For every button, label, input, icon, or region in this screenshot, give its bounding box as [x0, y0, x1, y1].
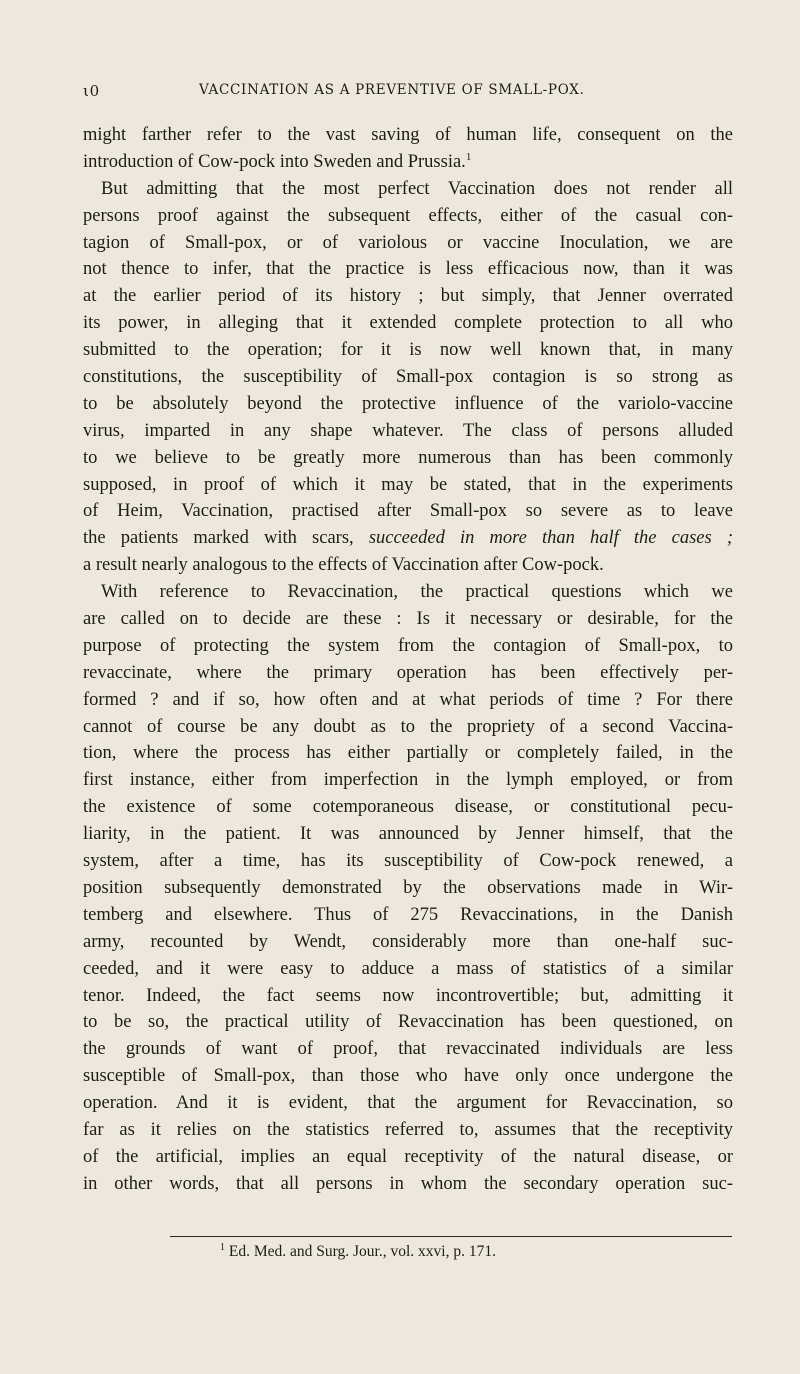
- text-line: [83, 525, 733, 552]
- text-line: [83, 256, 733, 283]
- body-text: [83, 122, 733, 1198]
- text-line: [83, 391, 733, 418]
- text-line: [83, 418, 733, 445]
- text-line: [83, 767, 733, 794]
- text-line: [83, 633, 733, 660]
- text-line: [83, 498, 733, 525]
- text-line: [83, 821, 733, 848]
- line-text: cannot of course be any doubt as to the propriety of a second Vaccina-: [83, 716, 733, 737]
- line-text: But admitting that the most perfect Vaccination does not render all: [101, 178, 733, 199]
- line-text: introduction of Cow-pock into Sweden and Prussia.: [83, 151, 466, 172]
- line-text: are called on to decide are these : Is it necessary or desirable, for the: [83, 609, 733, 630]
- line-text: virus, imparted in any shape whatever. The class of persons alluded: [83, 420, 733, 441]
- text-line: [83, 983, 733, 1010]
- text-line: [83, 1009, 733, 1036]
- line-text: the patients marked with scars,: [83, 528, 354, 549]
- text-line: [83, 1117, 733, 1144]
- text-line: [83, 283, 733, 310]
- line-text: first instance, either from imperfection in the lymph employed, or from: [83, 770, 733, 791]
- text-line: [83, 579, 733, 606]
- text-line: [83, 875, 733, 902]
- text-line: [83, 472, 733, 499]
- line-text: to be so, the practical utility of Revaccination has been questioned, on: [83, 1012, 733, 1033]
- text-line: [83, 848, 733, 875]
- footnote-rule: [170, 1236, 732, 1237]
- line-text: in other words, that all persons in whom the secondary operation suc-: [83, 1173, 733, 1194]
- line-text: the existence of some cotemporaneous disease, or constitutional pecu-: [83, 797, 733, 818]
- page-header: [83, 82, 733, 106]
- line-text: formed ? and if so, how often and at what periods of time ? For there: [83, 689, 733, 710]
- line-text: supposed, in proof of which it may be stated, that in the experiments: [83, 474, 733, 495]
- text-line: [83, 445, 733, 472]
- line-text: of Heim, Vaccination, practised after Small-pox so severe as to leave: [83, 501, 733, 522]
- text-line: [83, 902, 733, 929]
- text-line: [83, 794, 733, 821]
- text-line: [83, 310, 733, 337]
- text-line: [83, 230, 733, 257]
- line-text: a result nearly analogous to the effects of Vaccination after Cow-pock.: [83, 555, 604, 576]
- text-line: [83, 956, 733, 983]
- line-text: position subsequently demonstrated by the observations made in Wir-: [83, 877, 733, 898]
- footnote: [220, 1243, 740, 1261]
- line-text: far as it relies on the statistics referred to, assumes that the receptivity: [83, 1119, 733, 1140]
- text-line: [83, 1144, 733, 1171]
- line-text: might farther refer to the vast saving of human life, consequent on the: [83, 125, 733, 145]
- line-text: submitted to the operation; for it is now well known that, in many: [83, 340, 733, 361]
- line-text: persons proof against the subsequent effects, either of the casual con-: [83, 205, 733, 226]
- line-text: With reference to Revaccination, the practical questions which we: [101, 582, 733, 603]
- page-number: ι0: [83, 82, 100, 100]
- line-text: to be absolutely beyond the protective influence of the variolo-vaccine: [83, 393, 733, 414]
- line-text: ceeded, and it were easy to adduce a mass of statistics of a similar: [83, 958, 733, 979]
- line-text: system, after a time, has its susceptibility of Cow-pock renewed, a: [83, 851, 733, 872]
- italic-text: succeeded in more than half the cases ;: [368, 528, 734, 549]
- text-line: [83, 149, 733, 176]
- text-line: [83, 740, 733, 767]
- line-text: tenor. Indeed, the fact seems now incontrovertible; but, admitting it: [83, 985, 733, 1006]
- line-text: army, recounted by Wendt, considerably more than one-half suc-: [83, 931, 733, 952]
- line-text: susceptible of Small-pox, than those who have only once undergone the: [83, 1066, 733, 1087]
- line-text: purpose of protecting the system from the contagion of Small-pox, to: [83, 635, 733, 656]
- text-line: [83, 929, 733, 956]
- footnote-reference: 1: [465, 150, 472, 163]
- text-line: [83, 1036, 733, 1063]
- text-line: [83, 552, 733, 579]
- footnote-marker: 1: [220, 1241, 225, 1253]
- line-text: to we believe to be greatly more numerous than has been commonly: [83, 447, 733, 468]
- text-line: [83, 176, 733, 203]
- line-text: tagion of Small-pox, or of variolous or vaccine Inoculation, we are: [83, 232, 733, 253]
- text-line: [83, 122, 733, 149]
- line-text: revaccinate, where the primary operation has been effectively per-: [83, 662, 733, 683]
- line-text: operation. And it is evident, that the argument for Revaccination, so: [83, 1093, 733, 1114]
- line-text: of the artificial, implies an equal receptivity of the natural disease, or: [83, 1146, 733, 1167]
- line-text: not thence to infer, that the practice is less efficacious now, than it was: [83, 259, 733, 280]
- line-text: tion, where the process has either partially or completely failed, in the: [83, 743, 733, 764]
- line-text: at the earlier period of its history ; but simply, that Jenner overrated: [83, 286, 733, 307]
- text-line: [83, 337, 733, 364]
- text-line: [83, 1171, 733, 1198]
- text-line: [83, 1090, 733, 1117]
- text-line: [83, 687, 733, 714]
- text-line: [83, 1063, 733, 1090]
- line-text: liarity, in the patient. It was announced by Jenner himself, that the: [83, 824, 733, 845]
- text-line: [83, 606, 733, 633]
- text-line: [83, 660, 733, 687]
- line-text: its power, in alleging that it extended complete protection to all who: [83, 313, 733, 334]
- line-text: temberg and elsewhere. Thus of 275 Revaccinations, in the Danish: [83, 904, 733, 925]
- running-title: VACCINATION AS A PREVENTIVE OF SMALL-POX.: [199, 82, 585, 98]
- line-text: constitutions, the susceptibility of Small-pox contagion is so strong as: [83, 367, 733, 388]
- text-line: [83, 714, 733, 741]
- text-line: [83, 364, 733, 391]
- text-line: [83, 203, 733, 230]
- footnote-text: Ed. Med. and Surg. Jour., vol. xxvi, p. 171.: [228, 1243, 496, 1260]
- line-text: the grounds of want of proof, that revaccinated individuals are less: [83, 1039, 733, 1060]
